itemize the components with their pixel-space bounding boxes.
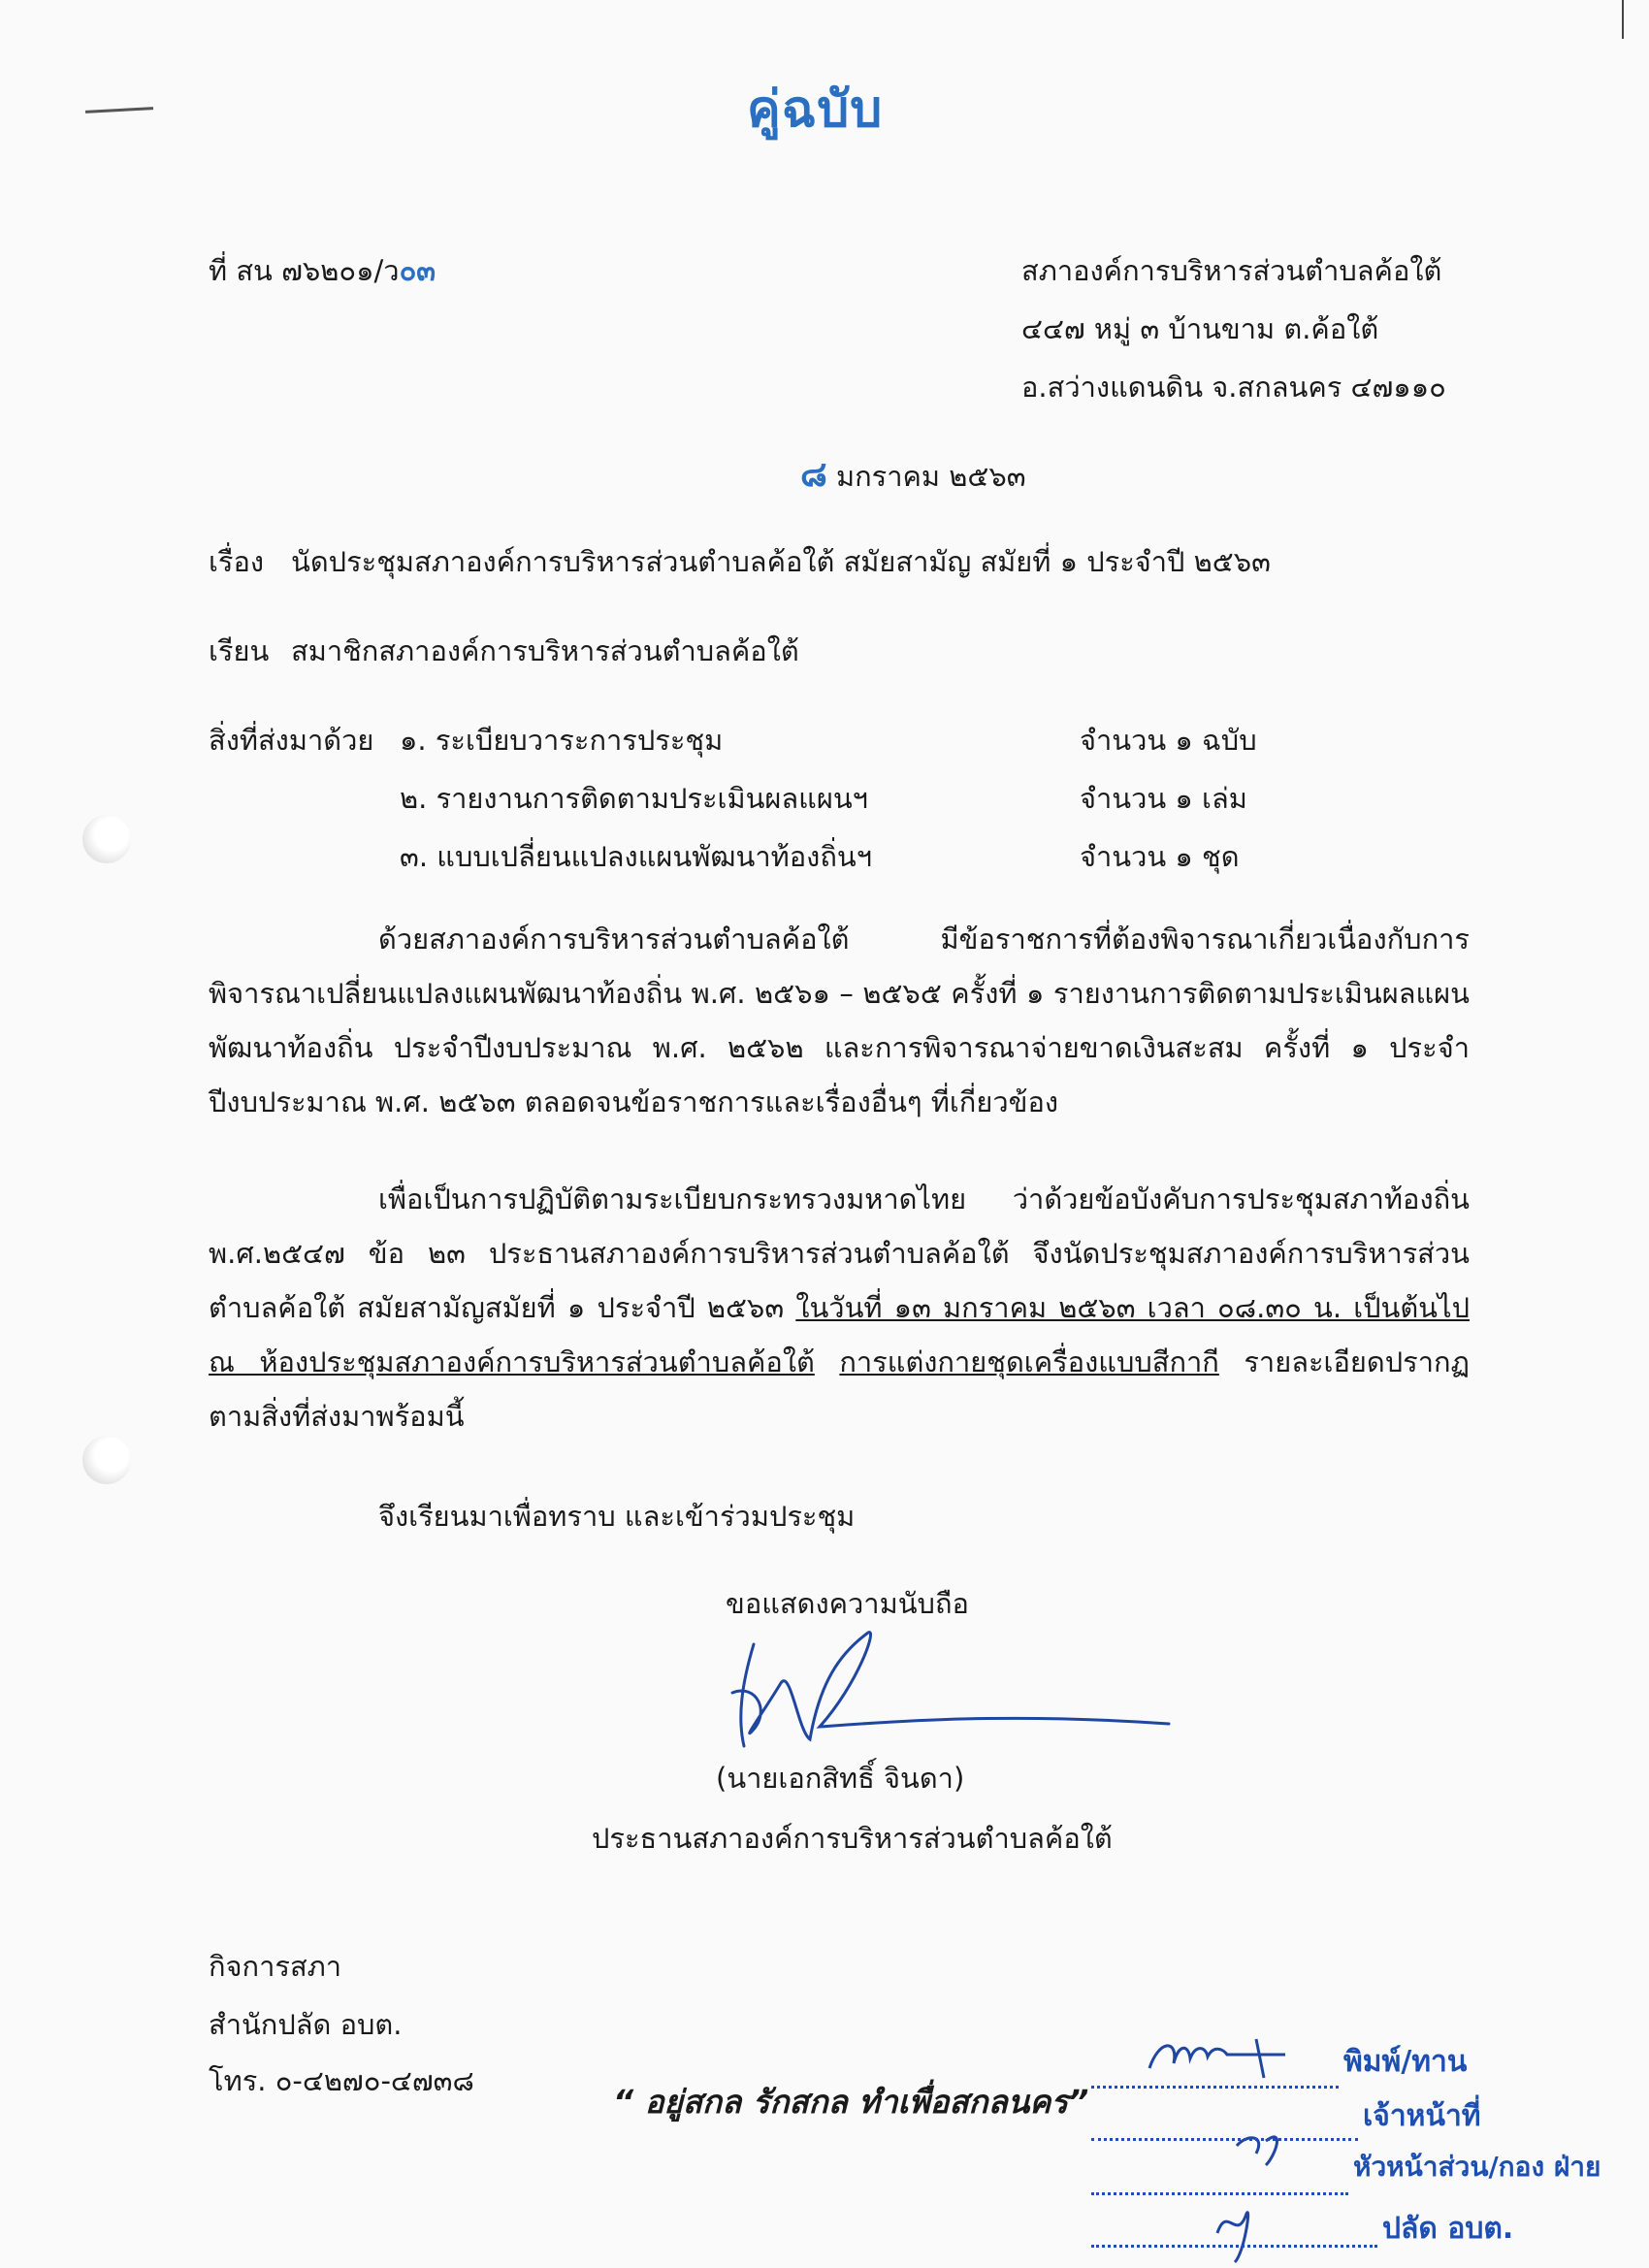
punch-hole-top <box>82 815 131 863</box>
date-month-year: มกราคม ๒๕๖๓ <box>836 460 1026 493</box>
footer-dept: กิจการสภา <box>209 1950 342 1983</box>
copy-stamp: คู่ฉบับ <box>747 81 884 139</box>
footer-phone: โทร. ๐-๔๒๗๐-๔๗๓๘ <box>209 2064 474 2097</box>
handwritten-signature <box>713 1625 1179 1761</box>
dress-code: การแต่งกายชุดเครื่องแบบสีกากี <box>839 1345 1219 1378</box>
paragraph-2-ending: รายละเอียดปรากฏตามสิ่งที่ส่งมาพร้อมนี้ <box>209 1345 1471 1433</box>
to-text: สมาชิกสภาองค์การบริหารส่วนตำบลค้อใต้ <box>291 634 799 667</box>
enclosure-qty-1: จำนวน ๑ ฉบับ <box>1080 724 1257 757</box>
signer-name: (นายเอกสิทธิ์ จินดา) <box>716 1762 965 1795</box>
org-line-2: ๔๔๗ หมู่ ๓ บ้านขาม ต.ค้อใต้ <box>1021 312 1379 345</box>
enclosure-item-1: ๑. ระเบียบวาระการประชุม <box>400 724 724 757</box>
salutation: ขอแสดงความนับถือ <box>726 1587 969 1620</box>
org-line-3: อ.สว่างแดนดิน จ.สกลนคร ๔๗๑๑๐ <box>1021 371 1446 404</box>
meeting-date-place: ในวันที่ ๑๓ มกราคม ๒๕๖๓ เวลา ๐๘.๓๐ น. เป็นต้นไป ณ ห้องประชุมสภาองค์การบริหารส่วนตำบลค้อใต้ <box>209 1291 1470 1378</box>
closing-line: จึงเรียนมาเพื่อทราบ และเข้าร่วมประชุม <box>378 1500 856 1533</box>
stamp-typist: พิมพ์/ทาน <box>1343 2045 1468 2079</box>
date-day-handwritten: ๘ <box>800 455 827 495</box>
paragraph-2-text: เพื่อเป็นการปฏิบัติตามระเบียบกระทรวงมหาดไทย ว่าด้วยข้อบังคับการประชุมสภาท้องถิ่น พ.ศ.๒๕๔๗ ข้อ ๒๓ ประธานสภาองค์การบริหารส่วนตำบลค้อใต้ จึงนัดประชุมสภาองค์การบริหารส่วนตำบลค้อใต้ สมัยสามัญสมัยที่ ๑ ประจำปี ๒๕๖๓ <box>209 1183 1470 1324</box>
enclosure-item-2: ๒. รายงานการติดตามประเมินผลแผนฯ <box>400 782 868 815</box>
to-label: เรียน <box>209 634 270 667</box>
reference-prefix: ที่ สน ๗๖๒๐๑/ว <box>209 254 400 287</box>
enclosure-qty-3: จำนวน ๑ ชุด <box>1080 840 1240 873</box>
reference-handwritten: ๐๓ <box>399 254 436 287</box>
corner-mark <box>85 107 153 113</box>
punch-hole-bottom <box>82 1436 131 1484</box>
province-motto: “ อยู่สกล รักสกล ทำเพื่อสกลนคร” <box>613 2083 1089 2121</box>
letter-date <box>800 454 1026 496</box>
stamp-dotline-4 <box>1091 2245 1377 2248</box>
stamp-dotline-3 <box>1091 2192 1348 2195</box>
stamp-chief-admin: ปลัด อบต. <box>1382 2212 1514 2246</box>
signer-position: ประธานสภาองค์การบริหารส่วนตำบลค้อใต้ <box>592 1822 1113 1855</box>
routing-stamp <box>1072 2020 1615 2268</box>
enclosure-qty-2: จำนวน ๑ เล่ม <box>1080 782 1247 815</box>
stamp-dotline-2 <box>1091 2138 1358 2141</box>
org-line-1: สภาองค์การบริหารส่วนตำบลค้อใต้ <box>1021 254 1442 287</box>
stamp-section-head: หัวหน้าส่วน/กอง ฝ่าย <box>1353 2151 1601 2183</box>
body-paragraph-2 <box>209 1172 1470 1443</box>
stamp-dotline-1 <box>1091 2086 1339 2089</box>
stamp-officer: เจ้าหน้าที่ <box>1363 2099 1481 2133</box>
enclosures-label: สิ่งที่ส่งมาด้วย <box>209 724 374 757</box>
paragraph-1-text: ด้วยสภาองค์การบริหารส่วนตำบลค้อใต้ มีข้อราชการที่ต้องพิจารณาเกี่ยวเนื่องกับการพิจารณาเปลี่ยนแปลงแผนพัฒนาท้องถิ่น พ.ศ. ๒๕๖๑ – ๒๕๖๕ ครั้งที่ ๑ รายงานการติดตามประเมินผลแผนพัฒนาท้องถิ่น ประจำปีงบประมาณ พ.ศ. ๒๕๖๒ และการพิจารณาจ่ายขาดเงินสะสม ครั้งที่ ๑ ประจำปีงบประมาณ พ.ศ. ๒๕๖๓ ตลอดจนข้อราชการและเรื่องอื่นๆ ที่เกี่ยวข้อง <box>209 923 1470 1118</box>
edge-line <box>1622 0 1624 39</box>
subject-label: เรื่อง <box>209 545 265 578</box>
subject-text: นัดประชุมสภาองค์การบริหารส่วนตำบลค้อใต้ สมัยสามัญ สมัยที่ ๑ ประจำปี ๒๕๖๓ <box>291 545 1271 578</box>
enclosure-item-3: ๓. แบบเปลี่ยนแปลงแผนพัฒนาท้องถิ่นฯ <box>400 840 872 873</box>
reference-number <box>209 254 436 288</box>
body-paragraph-1 <box>209 912 1470 1129</box>
footer-office: สำนักปลัด อบต. <box>209 2008 403 2041</box>
